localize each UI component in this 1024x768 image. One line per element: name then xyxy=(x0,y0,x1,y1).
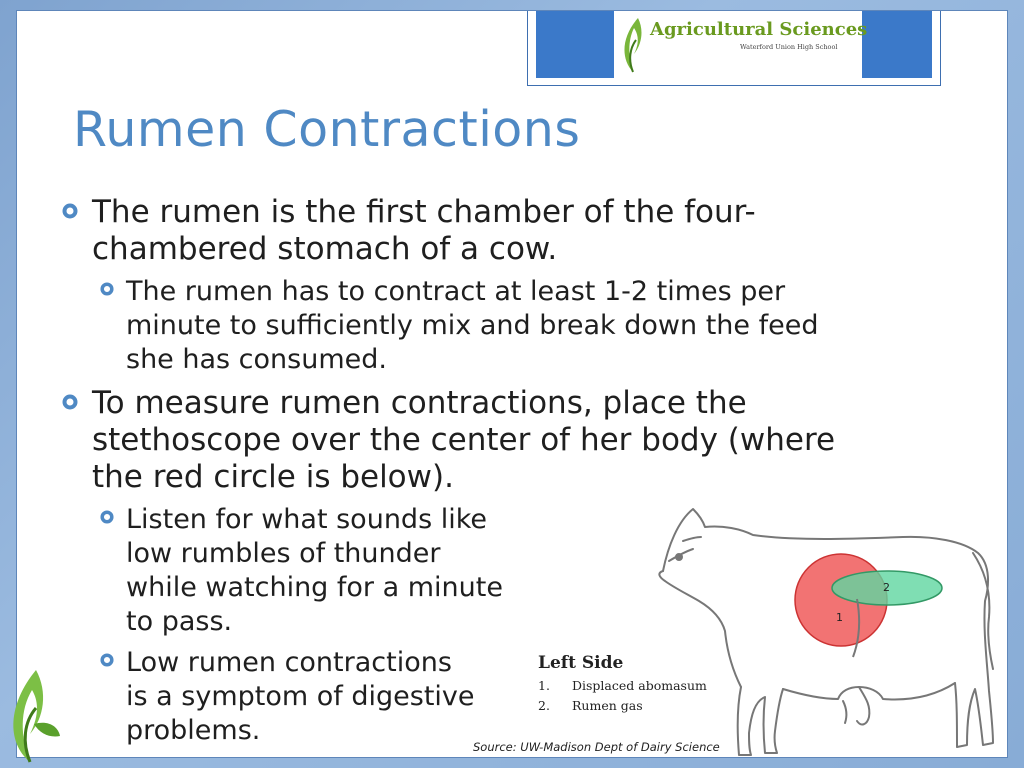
bullet-1-line-1: The rumen is the first chamber of the four- xyxy=(92,194,756,230)
bullet-5-line-1: Low rumen contractions xyxy=(126,647,452,678)
bullet-2 xyxy=(126,275,818,377)
bullet-5 xyxy=(126,646,475,748)
corner-leaf-logo-icon xyxy=(0,664,64,764)
logo-banner xyxy=(536,11,932,78)
bullet-2-line-1: The rumen has to contract at least 1-2 times per xyxy=(126,276,786,307)
header-logo-box xyxy=(527,11,941,86)
bullet-3-line-1: To measure rumen contractions, place the xyxy=(92,385,747,421)
label-2: 2 xyxy=(883,581,890,594)
bullet-4-line-3: while watching for a minute xyxy=(126,572,503,603)
bullet-3 xyxy=(92,385,835,496)
label-1: 1 xyxy=(836,611,843,624)
slide-title: Rumen Contractions xyxy=(73,101,581,158)
cow-diagram xyxy=(633,501,1009,759)
bullet-3-line-2: stethoscope over the center of her body (where xyxy=(92,422,836,458)
logo-title: Agricultural Sciences xyxy=(650,19,868,40)
legend-row-2: 2. Rumen gas xyxy=(538,698,643,713)
circle-bullet-icon xyxy=(100,282,114,296)
bullet-4-line-2: low rumbles of thunder xyxy=(126,538,441,569)
bullet-2-line-2: minute to sufficiently mix and break down the feed xyxy=(126,310,819,341)
bullet-4-line-1: Listen for what sounds like xyxy=(126,504,488,535)
legend-heading: Left Side xyxy=(538,653,624,673)
circle-bullet-icon xyxy=(100,653,114,667)
logo-panel xyxy=(614,11,868,78)
source-caption: Source: UW-Madison Dept of Dairy Science xyxy=(473,740,720,754)
diagram-legend xyxy=(538,653,707,713)
bullet-5-line-3: problems. xyxy=(126,715,261,746)
circle-bullet-icon xyxy=(100,510,114,524)
circle-bullet-icon xyxy=(62,203,78,219)
logo-subtitle: Waterford Union High School xyxy=(740,43,838,51)
bullet-2-line-3: she has consumed. xyxy=(126,344,387,375)
leaf-logo-icon xyxy=(618,14,648,74)
circle-bullet-icon xyxy=(62,394,78,410)
bullet-1 xyxy=(92,194,756,268)
slide xyxy=(16,10,1008,758)
bullet-3-line-3: the red circle is below). xyxy=(92,459,454,495)
bullet-4-line-4: to pass. xyxy=(126,606,233,637)
bullet-4 xyxy=(126,503,503,639)
bullet-1-line-2: chambered stomach of a cow. xyxy=(92,231,558,267)
bullet-5-line-2: is a symptom of digestive xyxy=(126,681,475,712)
legend-row-1: 1. Displaced abomasum xyxy=(538,678,707,693)
